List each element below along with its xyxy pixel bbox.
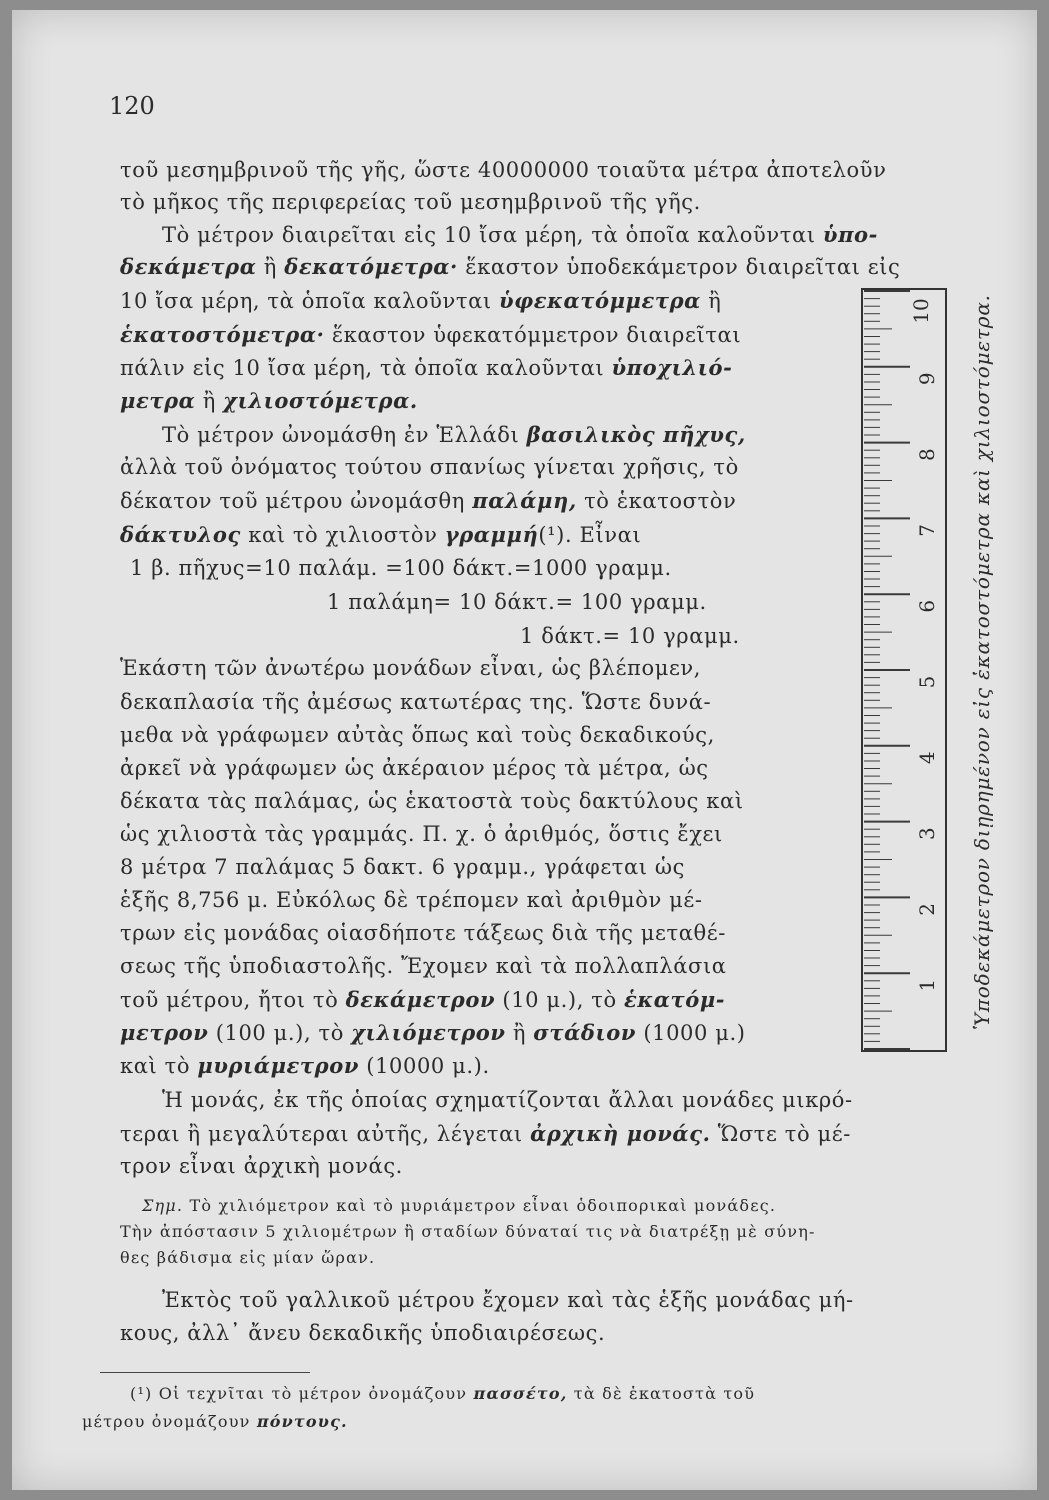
ruler-number: 7 <box>915 524 939 537</box>
text-line: ἀλλὰ τοῦ ὀνόματος τούτου σπανίως γίνεται χρῆσις, τὸ <box>120 455 739 479</box>
footnote-line: (¹) Οἱ τεχνῖται τὸ μέτρον ὀνομάζουν πασσέτο, τὰ δὲ ἑκατοστὰ τοῦ <box>130 1384 756 1403</box>
text-line: 1 β. πῆχυς=10 παλάμ. =100 δάκτ.=1000 γραμμ. <box>130 556 672 580</box>
text-line: πάλιν εἰς 10 ἴσα μέρη, τὰ ὁποῖα καλοῦνται ὑποχιλιό- <box>120 355 733 380</box>
ruler-number: 6 <box>915 599 939 613</box>
text-line: τοῦ μεσημβρινοῦ τῆς γῆς, ὥστε 40000000 τοιαῦτα μέτρα ἀποτελοῦν <box>120 158 887 182</box>
ruler-number: 5 <box>915 675 939 689</box>
text-line: καὶ τὸ μυριάμετρον (10000 μ.). <box>120 1053 490 1078</box>
text-line: τρον εἶναι ἀρχικὴ μονάς. <box>120 1154 403 1178</box>
text-line: ἑξῆς 8,756 μ. Εὐκόλως δὲ τρέπομεν καὶ ἀριθμὸν μέ- <box>120 888 703 912</box>
text-line: δεκαπλασία τῆς ἀμέσως κατωτέρας της. Ὥστε δυνά- <box>120 690 712 714</box>
note-line: Τὴν ἀπόστασιν 5 χιλιομέτρων ἢ σταδίων δύναταί τις νὰ διατρέξῃ μὲ σύνη- <box>120 1222 816 1241</box>
ruler-number: 10 <box>909 298 933 324</box>
text-line: σεως τῆς ὑποδιαστολῆς. Ἔχομεν καὶ τὰ πολλαπλάσια <box>120 954 727 978</box>
text-line: Ἐκτὸς τοῦ γαλλικοῦ μέτρου ἔχομεν καὶ τὰς ἑξῆς μονάδας μή- <box>162 1288 854 1312</box>
footnote-line: μέτρου ὀνομάζουν πόντους. <box>82 1412 348 1431</box>
ruler-number: 4 <box>915 751 939 765</box>
text-line: Ἑκάστη τῶν ἀνωτέρω μονάδων εἶναι, ὡς βλέπομεν, <box>120 656 702 680</box>
note-line: Σημ. Τὸ χιλιόμετρον καὶ τὸ μυριάμετρον εἶναι ὁδοιπορικαὶ μονάδες. <box>142 1196 777 1215</box>
text-line: μετρον (100 μ.), τὸ χιλιόμετρον ἢ στάδιον (1000 μ.) <box>120 1020 746 1045</box>
text-line: Ἡ μονάς, ἐκ τῆς ὁποίας σχηματίζονται ἄλλαι μονάδες μικρό- <box>162 1088 853 1112</box>
text-line: ὡς χιλιοστὰ τὰς γραμμάς. Π. χ. ὁ ἀριθμός, ὅστις ἔχει <box>120 822 723 846</box>
text-line: δέκατον τοῦ μέτρου ὠνομάσθη παλάμη, τὸ ἑκατοστὸν <box>120 488 737 513</box>
book-page <box>12 10 1037 1490</box>
text-line: 10 ἴσα μέρη, τὰ ὁποῖα καλοῦνται ὑφεκατόμμετρα ἢ <box>120 288 722 313</box>
text-line: 1 παλάμη= 10 δάκτ.= 100 γραμμ. <box>327 590 707 614</box>
ruler-ticks <box>864 291 910 1049</box>
ruler-number: 1 <box>915 978 939 992</box>
footnote-rule <box>100 1372 310 1373</box>
ruler-number: 8 <box>915 448 939 461</box>
text-line: μεθα νὰ γράφωμεν αὐτὰς ὅπως καὶ τοὺς δεκαδικούς, <box>120 723 715 747</box>
text-line: ἀρκεῖ νὰ γράφωμεν ὡς ἀκέραιον μέρος τὰ μέτρα, ὡς <box>120 756 709 780</box>
text-line: δεκάμετρα ἢ δεκατόμετρα· ἕκαστον ὑποδεκάμετρον διαιρεῖται εἰς <box>120 254 901 279</box>
text-line: τὸ μῆκος τῆς περιφερείας τοῦ μεσημβρινοῦ τῆς γῆς. <box>120 190 701 214</box>
ruler-number: 9 <box>915 372 939 386</box>
text-line: 8 μέτρα 7 παλάμας 5 δακτ. 6 γραμμ., γράφεται ὡς <box>120 855 686 879</box>
text-line: Τὸ μέτρον διαιρεῖται εἰς 10 ἴσα μέρη, τὰ ὁποῖα καλοῦνται ὑπο- <box>162 222 878 247</box>
text-line: τρων εἰς μονάδας οἱασδήποτε τάξεως διὰ τῆς μεταθέ- <box>120 921 726 945</box>
text-line: τοῦ μέτρου, ἤτοι τὸ δεκάμετρον (10 μ.), τὸ ἑκατόμ- <box>120 987 726 1012</box>
page-number: 120 <box>109 92 155 120</box>
ruler-numbers <box>909 298 939 991</box>
text-line: δέκατα τὰς παλάμας, ὡς ἑκατοστὰ τοὺς δακτύλους καὶ <box>120 789 744 813</box>
text-line: τεραι ἢ μεγαλύτεραι αὐτῆς, λέγεται ἀρχικὴ μονάς. Ὥστε τὸ μέ- <box>120 1121 851 1146</box>
ruler-number: 2 <box>915 903 939 916</box>
note-line: θες βάδισμα εἰς μίαν ὥραν. <box>120 1248 376 1267</box>
decimeter-ruler <box>860 287 980 1055</box>
text-line: Τὸ μέτρον ὠνομάσθη ἐν Ἑλλάδι βασιλικὸς πῆχυς, <box>162 422 746 447</box>
ruler-number: 3 <box>915 827 939 840</box>
text-line: δάκτυλος καὶ τὸ χιλιοστὸν γραμμή(¹). Εἶναι <box>120 522 642 547</box>
text-line: μετρα ἢ χιλιοστόμετρα. <box>120 388 418 413</box>
text-line: κους, ἀλλ᾽ ἄνευ δεκαδικῆς ὑποδιαιρέσεως. <box>120 1321 606 1345</box>
ruler-caption: Ὑποδεκάμετρον διῃρημένον εἰς ἑκατοστόμετρα καὶ χιλιοστόμετρα. <box>970 294 994 1030</box>
text-line: ἑκατοστόμετρα· ἕκαστον ὑφεκατόμμετρον διαιρεῖται <box>120 322 742 347</box>
text-line: 1 δάκτ.= 10 γραμμ. <box>520 624 740 648</box>
